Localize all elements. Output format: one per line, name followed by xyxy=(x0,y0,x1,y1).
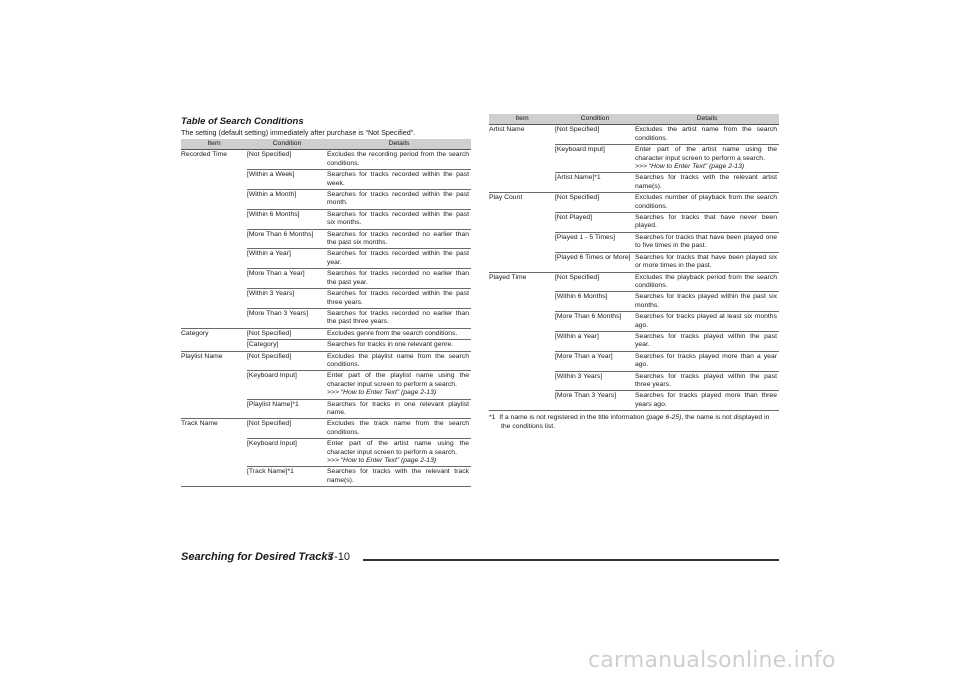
details-cell xyxy=(327,419,471,439)
condition-cell: [Track Name]*1 xyxy=(247,467,327,487)
item-cell xyxy=(181,229,247,249)
condition-cell: [More Than 3 Years] xyxy=(247,308,327,328)
item-cell: Played Time xyxy=(489,272,555,292)
details-cell xyxy=(635,213,779,233)
condition-cell: [More Than 6 Months] xyxy=(247,229,327,249)
table-row xyxy=(489,292,779,312)
condition-cell: [Not Specified] xyxy=(555,193,635,213)
item-cell xyxy=(181,399,247,419)
details-cell xyxy=(327,399,471,419)
details-cell xyxy=(635,371,779,391)
condition-cell: [Within 3 Years] xyxy=(555,371,635,391)
table-row xyxy=(489,312,779,332)
details-text: Excludes number of playback from the search conditions. xyxy=(635,194,777,210)
table-title: Table of Search Conditions xyxy=(181,116,304,127)
item-cell: Play Count xyxy=(489,193,555,213)
details-text: Searches for tracks with the relevant track name(s). xyxy=(327,468,469,484)
condition-cell: [Playlist Name]*1 xyxy=(247,399,327,419)
item-cell xyxy=(489,351,555,371)
header-condition: Condition xyxy=(247,139,327,150)
intro-text: The setting (default setting) immediately after purchase is “Not Specified”. xyxy=(181,128,416,137)
table-row xyxy=(181,269,471,289)
item-cell: Category xyxy=(181,328,247,339)
details-cell xyxy=(327,371,471,399)
search-conditions-table-left xyxy=(181,139,471,487)
condition-cell: [More Than a Year] xyxy=(247,269,327,289)
details-text: Searches for tracks recorded within the past week. xyxy=(327,171,469,187)
item-cell xyxy=(489,145,555,173)
right-column xyxy=(489,114,779,431)
table-row xyxy=(181,439,471,467)
details-text: Searches for tracks recorded no earlier than the past year. xyxy=(327,270,469,286)
table-row xyxy=(489,272,779,292)
condition-cell: [More Than 6 Months] xyxy=(555,312,635,332)
table-row xyxy=(181,371,471,399)
item-cell xyxy=(181,249,247,269)
details-text: Searches for tracks played more than three years ago. xyxy=(635,392,777,408)
details-cell xyxy=(635,173,779,193)
condition-cell: [Not Specified] xyxy=(247,150,327,170)
details-cell xyxy=(327,351,471,371)
page-reference-link[interactable]: >>> “How to Enter Text” (page 2-13) xyxy=(635,163,745,171)
left-table-body xyxy=(181,150,471,487)
table-row xyxy=(489,232,779,252)
condition-cell: [Within a Year] xyxy=(247,249,327,269)
table-row xyxy=(181,229,471,249)
details-text: Searches for tracks played at least six months ago. xyxy=(635,313,777,329)
table-row xyxy=(181,308,471,328)
header-details: Details xyxy=(635,114,779,125)
details-text: Searches for tracks played within the past six months. xyxy=(635,293,777,309)
item-cell xyxy=(489,331,555,351)
details-cell xyxy=(635,193,779,213)
table-row xyxy=(181,419,471,439)
condition-cell: [Within 3 Years] xyxy=(247,289,327,309)
condition-cell: [Keyboard Input] xyxy=(247,439,327,467)
table-row xyxy=(181,467,471,487)
details-text: Searches for tracks recorded within the past year. xyxy=(327,250,469,266)
details-text: Enter part of the artist name using the character input screen to perform a search. xyxy=(327,440,469,456)
item-cell xyxy=(181,467,247,487)
item-cell xyxy=(489,371,555,391)
table-row xyxy=(489,371,779,391)
header-item: Item xyxy=(489,114,555,125)
table-row xyxy=(181,150,471,170)
condition-cell: [More Than 3 Years] xyxy=(555,391,635,411)
item-cell xyxy=(489,232,555,252)
table-row xyxy=(489,391,779,411)
details-text: Searches for tracks recorded within the past month. xyxy=(327,191,469,207)
item-cell xyxy=(489,391,555,411)
right-table-body xyxy=(489,125,779,411)
left-column xyxy=(181,116,471,487)
table-row xyxy=(489,213,779,233)
condition-cell: [Within a Year] xyxy=(555,331,635,351)
item-cell xyxy=(181,371,247,399)
details-cell xyxy=(327,150,471,170)
condition-cell: [Not Specified] xyxy=(555,272,635,292)
table-row xyxy=(181,209,471,229)
table-row xyxy=(489,351,779,371)
condition-cell: [Not Specified] xyxy=(247,328,327,339)
details-text: Excludes the recording period from the search conditions. xyxy=(327,151,469,167)
condition-cell: [Keyboard Input] xyxy=(247,371,327,399)
condition-cell: [Within a Week] xyxy=(247,170,327,190)
details-text: Searches for tracks in one relevant playlist name. xyxy=(327,400,469,416)
details-cell xyxy=(635,125,779,145)
details-cell xyxy=(635,391,779,411)
condition-cell: [Category] xyxy=(247,340,327,351)
item-cell xyxy=(489,213,555,233)
item-cell xyxy=(181,289,247,309)
footer-rule xyxy=(363,559,779,561)
table-row xyxy=(489,145,779,173)
details-cell xyxy=(635,145,779,173)
details-text: Searches for tracks that have never been played. xyxy=(635,214,777,230)
details-cell xyxy=(327,340,471,351)
details-text: Searches for tracks played within the past three years. xyxy=(635,372,777,388)
item-cell xyxy=(489,292,555,312)
watermark: carmanualsonline.info xyxy=(588,648,836,673)
table-row xyxy=(181,190,471,210)
details-text: Searches for tracks in one relevant genre. xyxy=(327,341,454,349)
details-cell xyxy=(635,331,779,351)
details-cell xyxy=(635,312,779,332)
details-text: Excludes the artist name from the search conditions. xyxy=(635,126,777,142)
item-cell xyxy=(181,190,247,210)
details-text: Excludes the playback period from the search conditions. xyxy=(635,273,777,289)
table-row xyxy=(181,328,471,339)
footnote-mark: *1 xyxy=(489,414,496,422)
header-details: Details xyxy=(327,139,471,150)
details-cell xyxy=(635,252,779,272)
item-cell: Artist Name xyxy=(489,125,555,145)
details-cell xyxy=(327,269,471,289)
details-text: Searches for tracks that have been played six or more times in the past. xyxy=(635,253,777,270)
details-text: Searches for tracks recorded no earlier than the past three years. xyxy=(327,309,469,326)
condition-cell: [Within a Month] xyxy=(247,190,327,210)
condition-cell: [Not Specified] xyxy=(555,125,635,145)
table-row xyxy=(181,399,471,419)
condition-cell: [More Than a Year] xyxy=(555,351,635,371)
details-cell xyxy=(327,249,471,269)
header-condition: Condition xyxy=(555,114,635,125)
table-row xyxy=(181,249,471,269)
condition-cell: [Played 6 Times or More] xyxy=(555,252,635,272)
details-text: Searches for tracks recorded no earlier than the past six months. xyxy=(327,230,469,247)
item-cell: Track Name xyxy=(181,419,247,439)
details-text: Excludes genre from the search conditions. xyxy=(327,329,458,337)
details-cell xyxy=(635,351,779,371)
table-row xyxy=(181,170,471,190)
condition-cell: [Within 6 Months] xyxy=(555,292,635,312)
details-text: Searches for tracks with the relevant artist name(s). xyxy=(635,174,777,190)
details-cell xyxy=(635,292,779,312)
table-row xyxy=(489,173,779,193)
details-cell xyxy=(327,467,471,487)
details-text: Searches for tracks played within the past year. xyxy=(635,332,777,349)
item-cell xyxy=(489,252,555,272)
page-reference-link[interactable]: >>> “How to Enter Text” (page 2-13) xyxy=(327,389,437,397)
item-cell xyxy=(181,269,247,289)
details-cell xyxy=(327,209,471,229)
search-conditions-table-right xyxy=(489,114,779,411)
condition-cell: [Not Specified] xyxy=(247,419,327,439)
details-cell xyxy=(327,439,471,467)
header-item: Item xyxy=(181,139,247,150)
condition-cell: [Not Specified] xyxy=(247,351,327,371)
details-cell xyxy=(327,170,471,190)
details-cell xyxy=(327,229,471,249)
footnote xyxy=(489,414,779,431)
details-cell xyxy=(327,190,471,210)
table-row xyxy=(181,340,471,351)
details-cell xyxy=(635,232,779,252)
item-cell: Playlist Name xyxy=(181,351,247,371)
details-text: Searches for tracks played more than a year ago. xyxy=(635,352,777,369)
footer-section-title: Searching for Desired Tracks xyxy=(181,551,334,563)
details-text: Excludes the track name from the search conditions. xyxy=(327,420,469,436)
details-cell xyxy=(327,308,471,328)
table-row xyxy=(489,331,779,351)
footer-page-number: 7-10 xyxy=(328,551,351,563)
item-cell xyxy=(181,209,247,229)
details-text: Enter part of the playlist name using the character input screen to perform a search. xyxy=(327,372,469,388)
page-reference-link[interactable]: >>> “How to Enter Text” (page 2-13) xyxy=(327,457,437,464)
condition-cell: [Within 6 Months] xyxy=(247,209,327,229)
table-row xyxy=(181,289,471,309)
table-row xyxy=(489,193,779,213)
item-cell xyxy=(181,308,247,328)
details-text: Searches for tracks that have been played one to five times in the past. xyxy=(635,233,777,250)
item-cell xyxy=(181,340,247,351)
details-cell xyxy=(327,289,471,309)
item-cell xyxy=(181,439,247,467)
footnote-text: If a name is not registered in the title information xyxy=(499,414,645,422)
table-row xyxy=(181,351,471,371)
details-text: Excludes the playlist name from the search conditions. xyxy=(327,352,469,368)
footnote-tail: , the name is not displayed in the conditions list. xyxy=(501,414,770,430)
page-footer xyxy=(181,551,779,565)
details-text: Searches for tracks recorded within the past six months. xyxy=(327,210,469,227)
item-cell xyxy=(181,170,247,190)
table-row xyxy=(489,125,779,145)
condition-cell: [Artist Name]*1 xyxy=(555,173,635,193)
condition-cell: [Not Played] xyxy=(555,213,635,233)
details-text: Enter part of the artist name using the character input screen to perform a search. xyxy=(635,146,777,162)
item-cell xyxy=(489,173,555,193)
item-cell: Recorded Time xyxy=(181,150,247,170)
details-cell xyxy=(327,328,471,339)
details-cell xyxy=(635,272,779,292)
footnote-page-link[interactable]: (page 6-25) xyxy=(646,414,682,422)
details-text: Searches for tracks recorded within the past three years. xyxy=(327,290,469,306)
table-row xyxy=(489,252,779,272)
item-cell xyxy=(489,312,555,332)
condition-cell: [Keyboard Input] xyxy=(555,145,635,173)
condition-cell: [Played 1 - 5 Times] xyxy=(555,232,635,252)
